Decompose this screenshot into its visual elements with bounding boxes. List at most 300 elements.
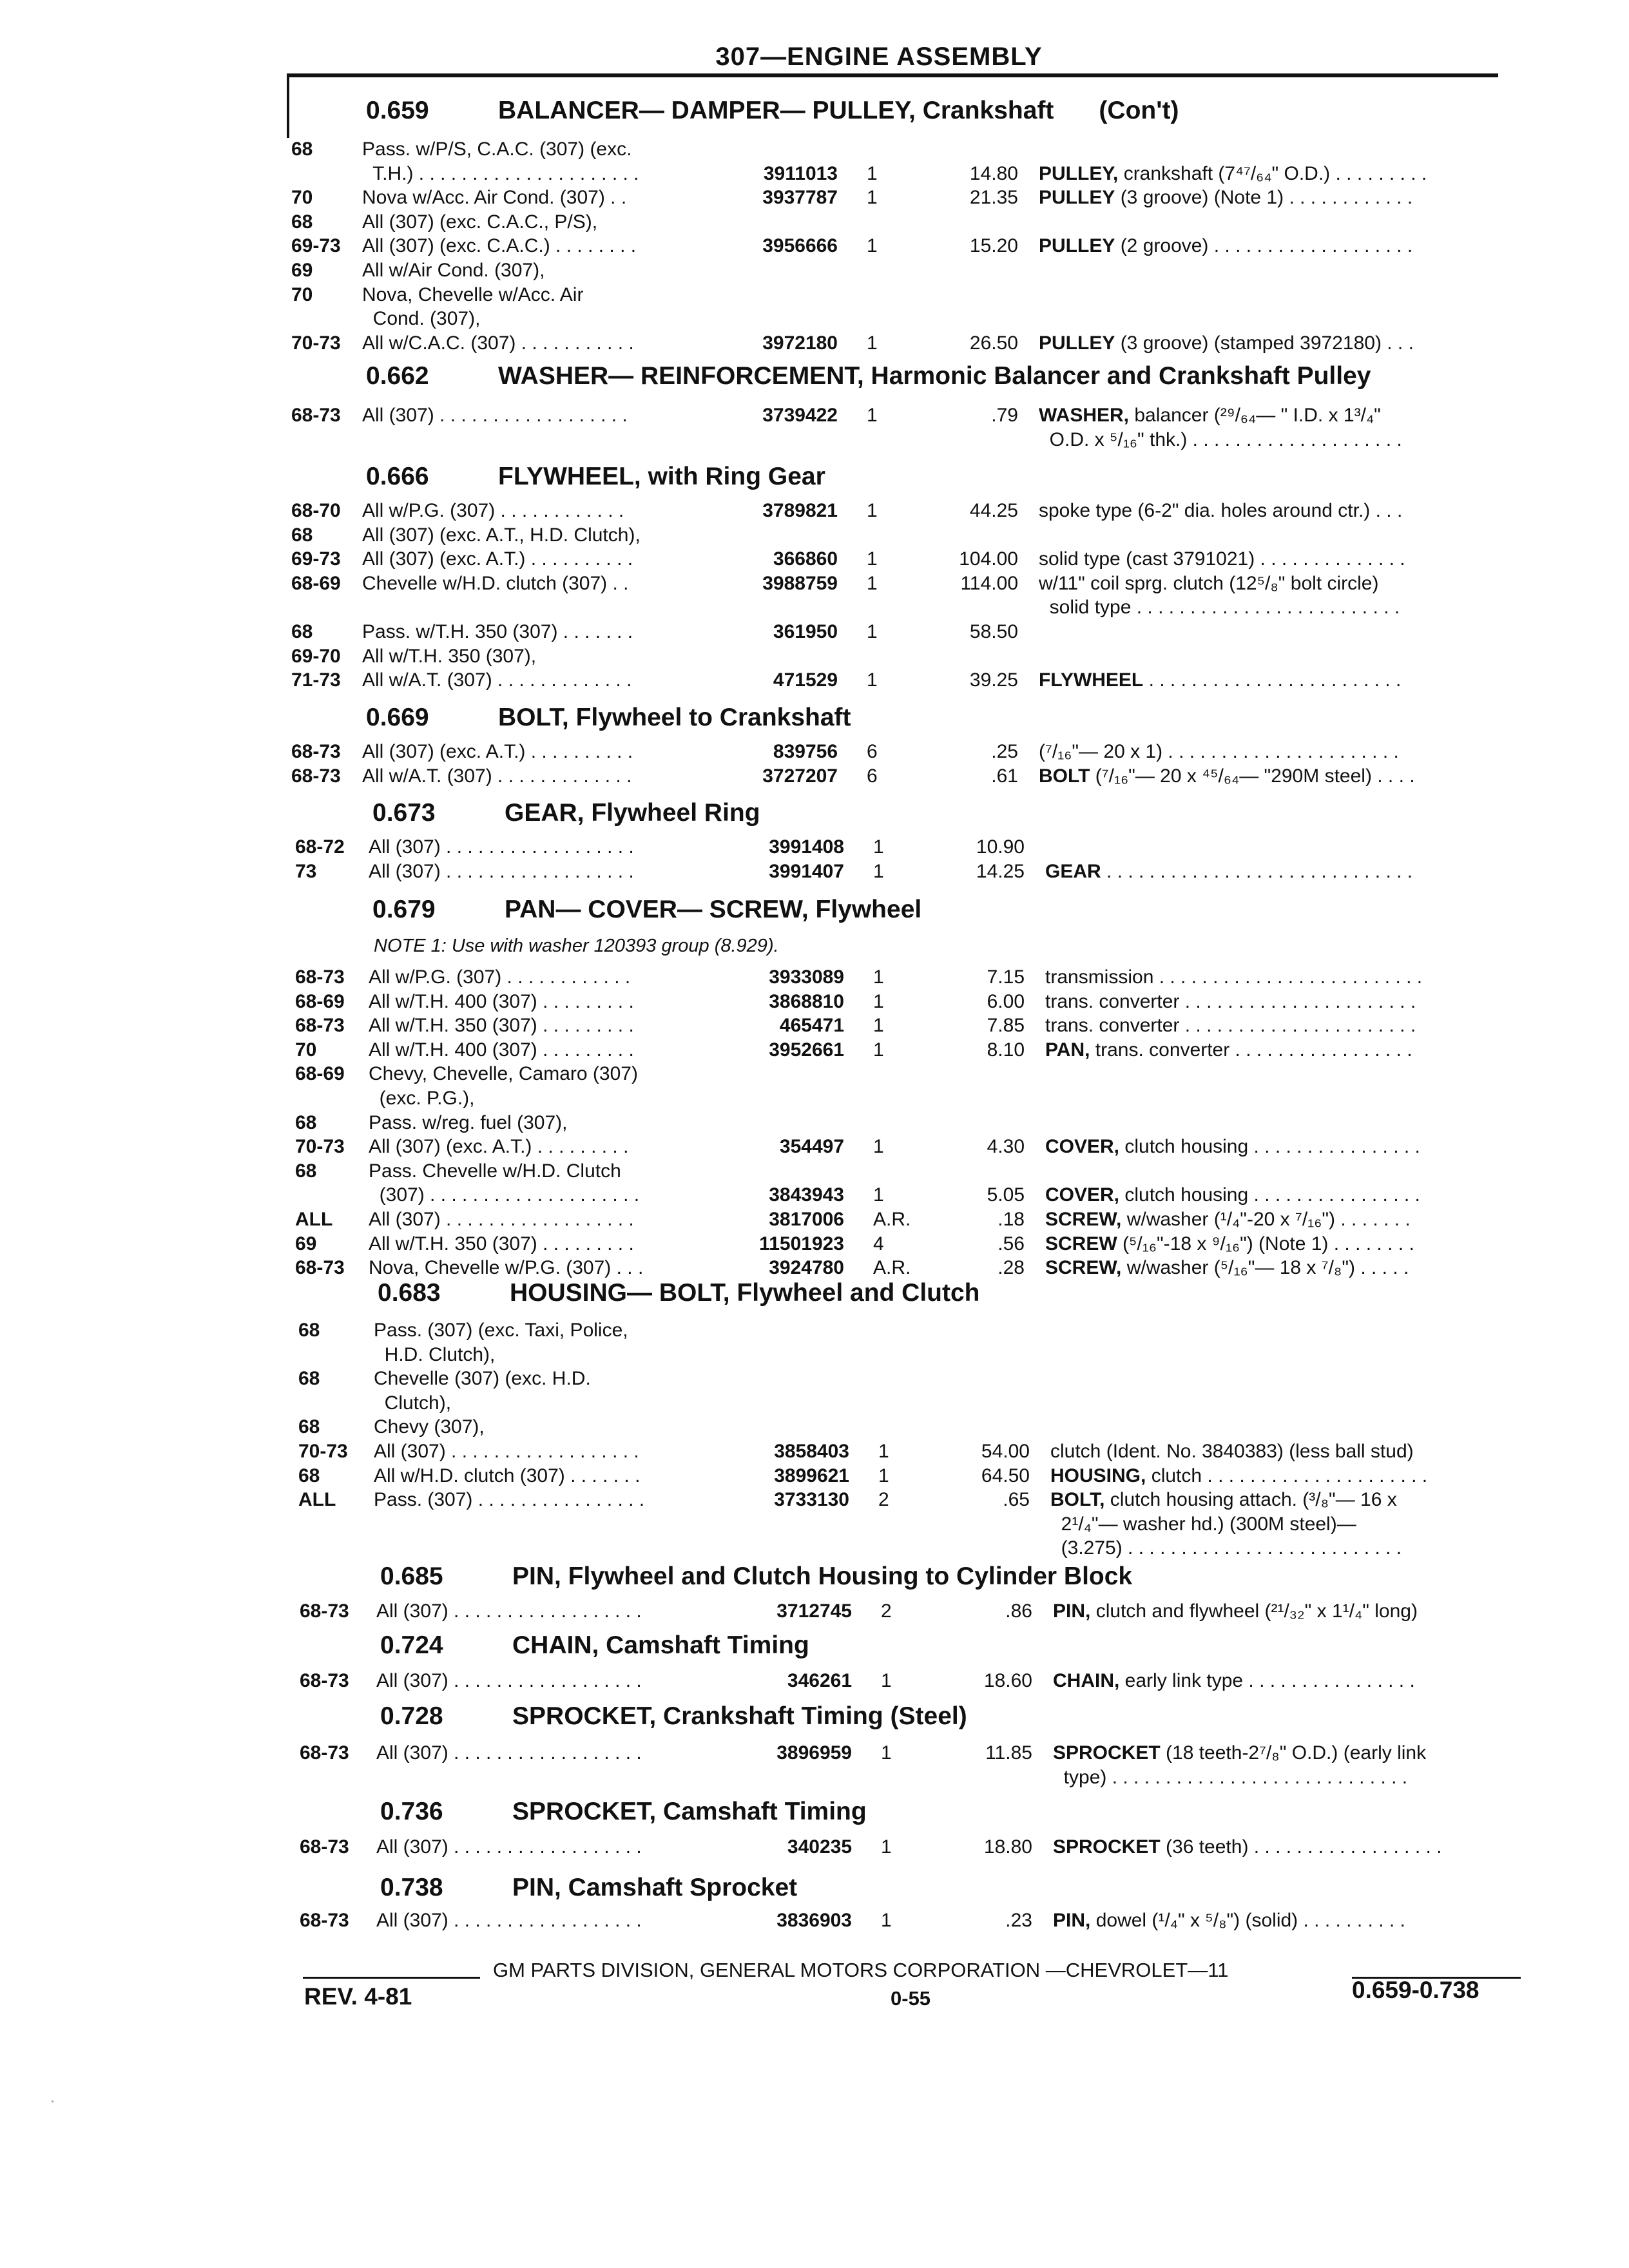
part-description	[1039, 765, 1415, 787]
application: All w/A.T. (307) . . . . . . . . . . . . .	[362, 669, 632, 691]
list-price: .23	[1005, 1910, 1032, 1931]
part-description	[1039, 548, 1405, 570]
quantity: 1	[867, 669, 878, 691]
part-number: 354497	[779, 1136, 844, 1157]
section-title: SPROCKET, Crankshaft Timing (Steel)	[512, 1702, 967, 1730]
part-description	[1039, 741, 1399, 763]
part-description	[1039, 597, 1400, 619]
list-price: 21.35	[969, 187, 1018, 208]
model-year: 68	[295, 1160, 317, 1182]
application: Chevelle w/H.D. clutch (307) . .	[362, 573, 629, 594]
quantity: 1	[867, 405, 878, 426]
part-name: PAN,	[1045, 1039, 1090, 1061]
part-detail: w/washer (⁵/₁₆"— 18 x ⁷/₈") . . . . .	[1121, 1257, 1409, 1278]
parts-row	[0, 1088, 1629, 1112]
part-detail: (3.275) . . . . . . . . . . . . . . . . . . . . . . . . . .	[1050, 1537, 1402, 1559]
list-price: 7.15	[987, 966, 1025, 988]
part-number: 3924780	[769, 1257, 844, 1278]
model-year: 73	[295, 861, 317, 882]
part-name: HOUSING,	[1050, 1465, 1146, 1486]
section-heading	[380, 1631, 809, 1660]
application: All (307) . . . . . . . . . . . . . . . . . .	[369, 861, 634, 882]
part-name: PULLEY	[1039, 187, 1115, 208]
parts-row	[0, 284, 1629, 309]
model-year: 68	[295, 1112, 317, 1133]
quantity: 1	[873, 1015, 884, 1036]
part-name: PULLEY,	[1039, 163, 1119, 184]
part-number: 346261	[787, 1670, 852, 1691]
parts-row	[0, 1416, 1629, 1441]
section-heading	[380, 1562, 1132, 1591]
model-year: 70	[291, 187, 313, 208]
part-detail: solid type . . . . . . . . . . . . . . . . . . . . . . . . .	[1039, 597, 1400, 618]
parts-row	[0, 1489, 1629, 1514]
parts-row	[0, 1910, 1629, 1934]
application: Pass. Chevelle w/H.D. Clutch	[369, 1160, 621, 1182]
part-description	[1045, 991, 1416, 1013]
section-number: 0.738	[380, 1874, 443, 1901]
parts-row	[0, 139, 1629, 163]
part-description	[1039, 332, 1414, 354]
part-number: 3868810	[769, 991, 844, 1012]
model-year: 68-70	[291, 500, 341, 521]
part-description	[1045, 861, 1412, 883]
parts-row	[0, 500, 1629, 524]
parts-row	[0, 1257, 1629, 1282]
part-number: 3858403	[774, 1441, 849, 1462]
list-price: .18	[998, 1209, 1025, 1230]
application: Cond. (307),	[362, 308, 481, 329]
part-description	[1053, 1742, 1426, 1764]
list-price: .79	[991, 405, 1018, 426]
application: All w/T.H. 350 (307) . . . . . . . . .	[369, 1233, 634, 1254]
quantity: 1	[867, 573, 878, 594]
part-name: COVER,	[1045, 1184, 1120, 1206]
section-title: FLYWHEEL, with Ring Gear	[498, 463, 825, 490]
part-name: SCREW	[1045, 1233, 1117, 1254]
quantity: 1	[881, 1836, 892, 1858]
application: All (307) . . . . . . . . . . . . . . . . . .	[376, 1742, 642, 1763]
application: All w/C.A.C. (307) . . . . . . . . . . .	[362, 332, 634, 354]
part-name: SPROCKET	[1053, 1742, 1161, 1763]
section-title: GEAR, Flywheel Ring	[505, 799, 760, 827]
model-year: 68-73	[300, 1742, 349, 1763]
part-number: 3911013	[763, 163, 838, 184]
parts-row	[0, 1600, 1629, 1625]
parts-row	[0, 1160, 1629, 1185]
parts-row	[0, 646, 1629, 670]
parts-row	[0, 966, 1629, 991]
part-description	[1045, 1039, 1412, 1061]
part-name: PIN,	[1053, 1910, 1091, 1931]
list-price: 44.25	[969, 500, 1018, 521]
part-description	[1039, 669, 1401, 691]
part-number: 3952661	[769, 1039, 844, 1061]
application: Pass. w/T.H. 350 (307) . . . . . . .	[362, 621, 633, 642]
part-name: PULLEY	[1039, 235, 1115, 256]
model-year: 69-73	[291, 235, 341, 256]
section-number: 0.673	[372, 799, 436, 827]
quantity: 1	[867, 187, 878, 208]
section-number: 0.666	[366, 463, 429, 490]
model-year: 68-73	[295, 966, 345, 988]
part-name: COVER,	[1045, 1136, 1120, 1157]
parts-row	[0, 332, 1629, 357]
application: All (307) . . . . . . . . . . . . . . . . . .	[376, 1600, 642, 1622]
list-price: 14.80	[969, 163, 1018, 184]
part-name: WASHER,	[1039, 405, 1130, 426]
application: All (307) . . . . . . . . . . . . . . . . . .	[374, 1441, 639, 1462]
section-number: 0.662	[366, 362, 429, 390]
model-year: 70-73	[291, 332, 341, 354]
part-description	[1053, 1767, 1407, 1789]
part-description	[1053, 1600, 1418, 1622]
application: All w/T.H. 350 (307),	[362, 646, 537, 667]
application: All (307) (exc. A.T.) . . . . . . . . . .	[362, 548, 633, 570]
section-title: WASHER— REINFORCEMENT, Harmonic Balancer and Crankshaft Pulley	[498, 362, 1371, 390]
part-detail: trans. converter . . . . . . . . . . . . . . . . .	[1090, 1039, 1412, 1061]
model-year: 70-73	[295, 1136, 345, 1157]
part-number: 3733130	[774, 1489, 849, 1510]
part-detail: (3 groove) (stamped 3972180) . . .	[1115, 332, 1414, 354]
list-price: 6.00	[987, 991, 1025, 1012]
part-detail: solid type (cast 3791021) . . . . . . . . . . . . . .	[1039, 548, 1405, 570]
part-number: 3836903	[776, 1910, 852, 1931]
application: All (307) . . . . . . . . . . . . . . . . . .	[369, 836, 634, 858]
part-detail: trans. converter . . . . . . . . . . . . . . . . . . . . . .	[1045, 991, 1416, 1012]
part-number: 340235	[787, 1836, 852, 1858]
model-year: 69-70	[291, 646, 341, 667]
parts-row	[0, 1112, 1629, 1137]
part-description	[1050, 1489, 1397, 1511]
part-description	[1045, 1136, 1420, 1158]
parts-row	[0, 429, 1629, 454]
section-heading	[378, 1279, 980, 1307]
quantity: 1	[881, 1670, 892, 1691]
parts-row	[0, 260, 1629, 284]
part-detail: clutch . . . . . . . . . . . . . . . . . . . . .	[1146, 1465, 1428, 1486]
parts-row	[0, 308, 1629, 332]
part-number: 3899621	[774, 1465, 849, 1486]
part-number: 839756	[773, 741, 838, 762]
parts-row	[0, 621, 1629, 646]
footer-publisher: GM PARTS DIVISION, GENERAL MOTORS CORPORATION —CHEVROLET—11	[493, 1959, 1229, 1981]
list-price: 26.50	[969, 332, 1018, 354]
title-rule	[287, 73, 1498, 77]
application: All w/P.G. (307) . . . . . . . . . . . .	[362, 500, 624, 521]
parts-row	[0, 1209, 1629, 1233]
part-description	[1039, 500, 1402, 522]
part-number: 3789821	[762, 500, 838, 521]
part-name: BOLT	[1039, 765, 1090, 787]
part-detail: (3 groove) (Note 1) . . . . . . . . . . . .	[1115, 187, 1413, 208]
section-title: PAN— COVER— SCREW, Flywheel	[505, 896, 922, 923]
parts-row	[0, 1344, 1629, 1369]
quantity: 1	[867, 235, 878, 256]
footer-rule-left	[303, 1977, 480, 1979]
part-name: GEAR	[1045, 861, 1101, 882]
quantity: 1	[867, 163, 878, 184]
list-price: 14.25	[976, 861, 1025, 882]
quantity: 1	[873, 1039, 884, 1061]
part-detail: O.D. x ⁵/₁₆" thk.) . . . . . . . . . . . . . . . . . . . .	[1039, 429, 1402, 450]
model-year: 68-73	[295, 1015, 345, 1036]
part-number: 366860	[773, 548, 838, 570]
quantity: A.R.	[873, 1209, 911, 1230]
parts-row	[0, 836, 1629, 861]
section-title: SPROCKET, Camshaft Timing	[512, 1798, 867, 1825]
model-year: 70-73	[298, 1441, 348, 1462]
section-heading	[380, 1798, 867, 1826]
quantity: 6	[867, 741, 878, 762]
model-year: 68	[291, 211, 313, 233]
section-number: 0.685	[380, 1562, 443, 1590]
section-number: 0.724	[380, 1631, 443, 1659]
section-heading	[366, 463, 825, 491]
part-detail: . . . . . . . . . . . . . . . . . . . . . . . .	[1143, 669, 1402, 691]
part-description	[1045, 1209, 1411, 1231]
part-detail: clutch (Ident. No. 3840383) (less ball stud)	[1050, 1441, 1414, 1462]
section-number: 0.736	[380, 1798, 443, 1825]
model-year: 68-73	[291, 741, 341, 762]
part-number: 3843943	[769, 1184, 844, 1206]
part-detail: early link type . . . . . . . . . . . . . . . .	[1119, 1670, 1415, 1691]
list-price: 15.20	[969, 235, 1018, 256]
part-number: 3972180	[762, 332, 838, 354]
part-name: SCREW,	[1045, 1257, 1122, 1278]
part-detail: (2 groove) . . . . . . . . . . . . . . . . . . .	[1115, 235, 1413, 256]
application: All w/H.D. clutch (307) . . . . . . .	[374, 1465, 641, 1486]
quantity: 1	[873, 1136, 884, 1157]
model-year: 68	[298, 1320, 320, 1341]
section-heading	[380, 1702, 967, 1731]
part-detail: transmission . . . . . . . . . . . . . . . . . . . . . . . . .	[1045, 966, 1423, 988]
part-description	[1045, 1015, 1416, 1037]
model-year: 68-73	[300, 1910, 349, 1931]
model-year: 68	[298, 1416, 320, 1437]
part-detail: clutch housing attach. (³/₈"— 16 x	[1104, 1489, 1397, 1510]
part-description	[1050, 1465, 1427, 1487]
part-number: 3896959	[776, 1742, 852, 1763]
parts-row	[0, 1233, 1629, 1258]
application: Nova, Chevelle w/Acc. Air	[362, 284, 584, 305]
part-description	[1053, 1670, 1415, 1692]
list-price: 104.00	[959, 548, 1018, 570]
parts-row	[0, 548, 1629, 573]
application: T.H.) . . . . . . . . . . . . . . . . . . . . .	[362, 163, 639, 184]
section-title: CHAIN, Camshaft Timing	[512, 1631, 809, 1659]
part-number: 3727207	[762, 765, 838, 787]
part-detail: (⁷/₁₆"— 20 x ⁴⁵/₆₄— "290M steel) . . . .	[1090, 765, 1415, 787]
model-year: 70	[291, 284, 313, 305]
left-margin-rule	[287, 73, 289, 138]
application: All (307) . . . . . . . . . . . . . . . . . .	[376, 1670, 642, 1691]
list-price: 4.30	[987, 1136, 1025, 1157]
quantity: 4	[873, 1233, 884, 1254]
application: Nova w/Acc. Air Cond. (307) . .	[362, 187, 627, 208]
model-year: 68-73	[300, 1600, 349, 1622]
application: Pass. w/reg. fuel (307),	[369, 1112, 568, 1133]
quantity: 1	[873, 861, 884, 882]
model-year: 68-69	[295, 1063, 345, 1084]
parts-row	[0, 1368, 1629, 1392]
model-year: 68-73	[300, 1670, 349, 1691]
part-description	[1039, 163, 1427, 185]
list-price: 114.00	[960, 573, 1018, 594]
part-name: PIN,	[1053, 1600, 1091, 1622]
parts-row	[0, 1441, 1629, 1465]
quantity: 2	[878, 1489, 889, 1510]
quantity: 1	[867, 332, 878, 354]
list-price: .56	[998, 1233, 1025, 1254]
parts-row	[0, 1063, 1629, 1088]
part-description	[1045, 966, 1422, 988]
application: (exc. P.G.),	[369, 1088, 475, 1109]
model-year: 69	[291, 260, 313, 281]
list-price: 10.90	[976, 836, 1025, 858]
parts-row	[0, 573, 1629, 597]
parts-row	[0, 1015, 1629, 1039]
list-price: 18.60	[983, 1670, 1032, 1691]
part-detail: (18 teeth-2⁷/₈" O.D.) (early link	[1160, 1742, 1427, 1763]
section-number: 0.679	[372, 896, 436, 923]
part-detail: . . . . . . . . . . . . . . . . . . . . . . . . . . . . .	[1101, 861, 1413, 882]
part-number: 361950	[773, 621, 838, 642]
part-detail: dowel (¹/₄" x ⁵/₈") (solid) . . . . . . . . . .	[1090, 1910, 1405, 1931]
application: All (307) . . . . . . . . . . . . . . . . . .	[376, 1836, 642, 1858]
model-year: 70	[295, 1039, 317, 1061]
application: All (307) (exc. C.A.C., P/S),	[362, 211, 598, 233]
parts-row	[0, 765, 1629, 790]
list-price: 7.85	[987, 1015, 1025, 1036]
part-number: 3937787	[762, 187, 838, 208]
quantity: 1	[881, 1742, 892, 1763]
parts-row	[0, 524, 1629, 549]
application: All w/T.H. 400 (307) . . . . . . . . .	[369, 991, 634, 1012]
model-year: 68	[291, 621, 313, 642]
parts-row	[0, 1537, 1629, 1562]
parts-row	[0, 991, 1629, 1015]
part-detail: 2¹/₄"— washer hd.) (300M steel)—	[1050, 1514, 1356, 1535]
parts-row	[0, 669, 1629, 694]
parts-row	[0, 187, 1629, 211]
list-price: .86	[1005, 1600, 1032, 1622]
part-number: 3956666	[762, 235, 838, 256]
part-number: 3991407	[769, 861, 844, 882]
part-number: 11501923	[759, 1233, 844, 1254]
application: All w/P.G. (307) . . . . . . . . . . . .	[369, 966, 631, 988]
quantity: 1	[878, 1465, 889, 1486]
part-number: 3817006	[769, 1209, 844, 1230]
part-number: 3933089	[769, 966, 844, 988]
parts-row	[0, 1670, 1629, 1695]
application: All w/A.T. (307) . . . . . . . . . . . . .	[362, 765, 632, 787]
model-year: 68-69	[291, 573, 341, 594]
part-description	[1045, 1233, 1414, 1255]
part-description	[1050, 1441, 1414, 1463]
list-price: 8.10	[987, 1039, 1025, 1061]
part-detail: balancer (²⁹/₆₄— " I.D. x 1³/₄"	[1129, 405, 1381, 426]
section-title: BOLT, Flywheel to Crankshaft	[498, 704, 851, 731]
model-year: 68-72	[295, 836, 345, 858]
section-number: 0.728	[380, 1702, 443, 1730]
part-name: CHAIN,	[1053, 1670, 1120, 1691]
application: Chevelle (307) (exc. H.D.	[374, 1368, 591, 1389]
quantity: 1	[867, 548, 878, 570]
model-year: 68	[298, 1368, 320, 1389]
model-year: 71-73	[291, 669, 341, 691]
parts-row	[0, 1136, 1629, 1160]
part-description	[1053, 1910, 1405, 1932]
section-title: BALANCER— DAMPER— PULLEY, Crankshaft	[498, 97, 1054, 124]
application: H.D. Clutch),	[374, 1344, 496, 1365]
part-detail: (⁵/₁₆"-18 x ⁹/₁₆") (Note 1) . . . . . . . .	[1117, 1233, 1414, 1254]
list-price: 18.80	[983, 1836, 1032, 1858]
part-name: SCREW,	[1045, 1209, 1122, 1230]
part-description	[1039, 429, 1402, 451]
application: All (307) (exc. A.T., H.D. Clutch),	[362, 524, 641, 546]
part-number: 3991408	[769, 836, 844, 858]
part-description	[1039, 235, 1412, 257]
section-title: PIN, Flywheel and Clutch Housing to Cylinder Block	[512, 1562, 1133, 1590]
list-price: .61	[991, 765, 1018, 787]
parts-row	[0, 597, 1629, 621]
list-price: .65	[1003, 1489, 1030, 1510]
section-number: 0.683	[378, 1279, 441, 1307]
section-heading	[366, 704, 851, 732]
part-description	[1039, 405, 1381, 427]
list-price: 54.00	[981, 1441, 1030, 1462]
part-detail: crankshaft (7⁴⁷/₆₄" O.D.) . . . . . . . . .	[1118, 163, 1427, 184]
parts-row	[0, 861, 1629, 885]
part-description	[1045, 1257, 1409, 1279]
application: All (307) . . . . . . . . . . . . . . . . . .	[362, 405, 628, 426]
parts-row	[0, 211, 1629, 236]
part-number: 3712745	[776, 1600, 852, 1622]
application: Chevy, Chevelle, Camaro (307)	[369, 1063, 638, 1084]
application: All w/T.H. 400 (307) . . . . . . . . .	[369, 1039, 634, 1061]
section-title: PIN, Camshaft Sprocket	[512, 1874, 798, 1901]
part-description	[1039, 187, 1412, 209]
part-name: SPROCKET	[1053, 1836, 1161, 1858]
part-name: FLYWHEEL	[1039, 669, 1144, 691]
parts-row	[0, 1767, 1629, 1791]
part-detail: clutch and flywheel (²¹/₃₂" x 1¹/₄" long)	[1090, 1600, 1418, 1622]
parts-row	[0, 1742, 1629, 1767]
list-price: .28	[998, 1257, 1025, 1278]
section-number: 0.659	[366, 97, 429, 124]
parts-row	[0, 1392, 1629, 1417]
application: All (307) (exc. A.T.) . . . . . . . . . .	[362, 741, 633, 762]
model-year: 68	[298, 1465, 320, 1486]
section-continued: (Con't)	[1099, 97, 1179, 124]
part-description	[1053, 1836, 1442, 1858]
parts-row	[0, 1320, 1629, 1344]
quantity: 1	[873, 836, 884, 858]
model-year: 68-73	[300, 1836, 349, 1858]
part-description	[1050, 1537, 1402, 1559]
section-note: NOTE 1: Use with washer 120393 group (8.929).	[374, 936, 779, 956]
model-year: 69	[295, 1233, 317, 1254]
list-price: 5.05	[987, 1184, 1025, 1206]
application: All (307) (exc. A.T.) . . . . . . . . .	[369, 1136, 629, 1157]
list-price: .25	[991, 741, 1018, 762]
section-number: 0.669	[366, 704, 429, 731]
section-heading	[366, 362, 1371, 390]
parts-row	[0, 405, 1629, 429]
footer-page-number: 0-55	[891, 1987, 931, 2010]
parts-row	[0, 741, 1629, 765]
